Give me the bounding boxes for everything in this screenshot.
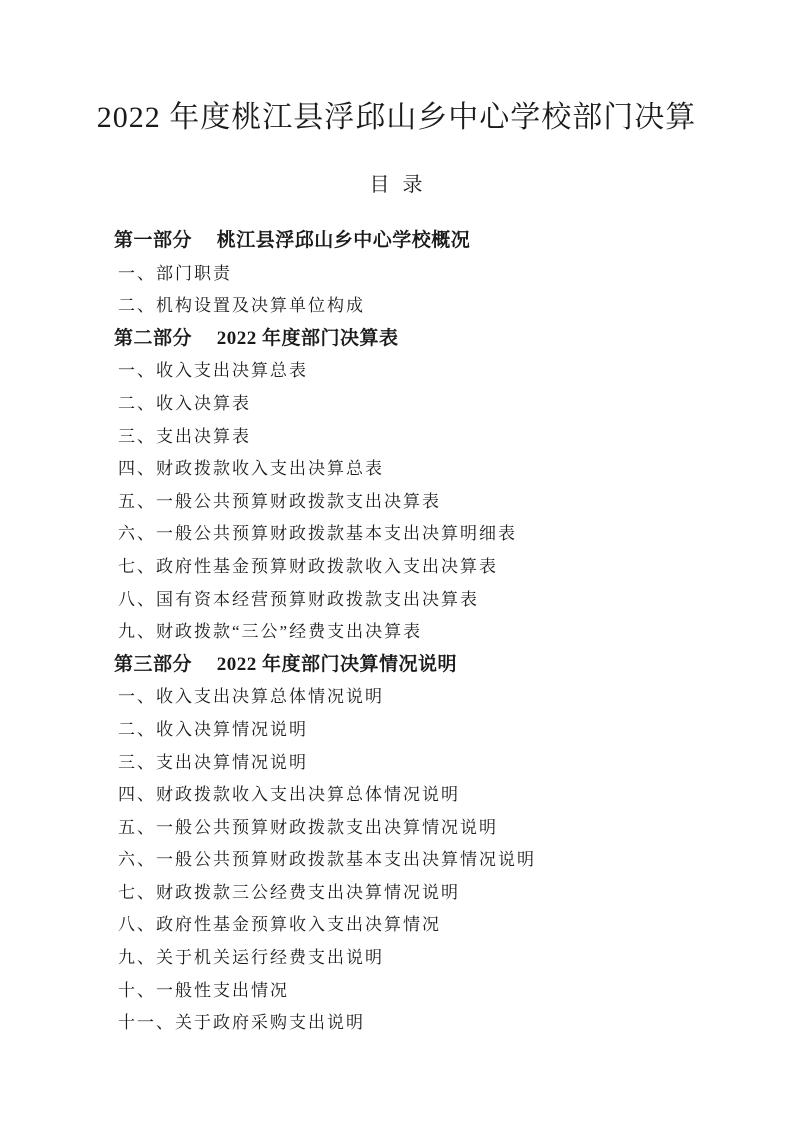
toc-item: 六、一般公共预算财政拨款基本支出决算情况说明	[118, 850, 536, 870]
toc-item: 八、政府性基金预算收入支出决算情况	[118, 915, 441, 935]
part-3-heading: 第三部分 2022 年度部门决算情况说明	[114, 653, 458, 675]
table-of-contents	[0, 225, 793, 1040]
toc-item: 六、一般公共预算财政拨款基本支出决算明细表	[118, 524, 517, 544]
toc-item: 二、收入决算表	[118, 393, 251, 413]
toc-item: 四、财政拨款收入支出决算总表	[118, 459, 384, 479]
toc-section-2	[114, 323, 733, 649]
toc-item: 二、机构设置及决算单位构成	[118, 296, 365, 316]
document-title: 2022 年度桃江县浮邱山乡中心学校部门决算	[96, 101, 697, 134]
toc-item: 八、国有资本经营预算财政拨款支出决算表	[118, 589, 479, 609]
toc-item: 二、收入决算情况说明	[118, 719, 308, 739]
toc-item: 七、财政拨款三公经费支出决算情况说明	[118, 882, 460, 902]
toc-item: 三、支出决算表	[118, 426, 251, 446]
toc-item: 十、一般性支出情况	[118, 980, 289, 1000]
toc-item: 三、支出决算情况说明	[118, 752, 308, 772]
toc-item: 一、部门职责	[118, 263, 232, 283]
toc-item: 四、财政拨款收入支出决算总体情况说明	[118, 785, 460, 805]
toc-item: 九、财政拨款“三公”经费支出决算表	[118, 622, 423, 642]
toc-item: 五、一般公共预算财政拨款支出决算情况说明	[118, 817, 498, 837]
part-1-heading: 第一部分 桃江县浮邱山乡中心学校概况	[114, 230, 471, 251]
toc-item: 一、收入支出决算总体情况说明	[118, 687, 384, 707]
toc-heading: 目 录	[369, 174, 424, 196]
toc-item: 十一、关于政府采购支出说明	[118, 1013, 365, 1033]
part-2-heading: 第二部分 2022 年度部门决算表	[114, 327, 399, 349]
toc-item: 五、一般公共预算财政拨款支出决算表	[118, 491, 441, 511]
toc-section-1	[114, 225, 733, 323]
toc-section-3	[114, 649, 733, 1040]
toc-item: 七、政府性基金预算财政拨款收入支出决算表	[118, 556, 498, 576]
toc-item: 九、关于机关运行经费支出说明	[118, 948, 384, 968]
toc-item: 一、收入支出决算总表	[118, 361, 308, 381]
